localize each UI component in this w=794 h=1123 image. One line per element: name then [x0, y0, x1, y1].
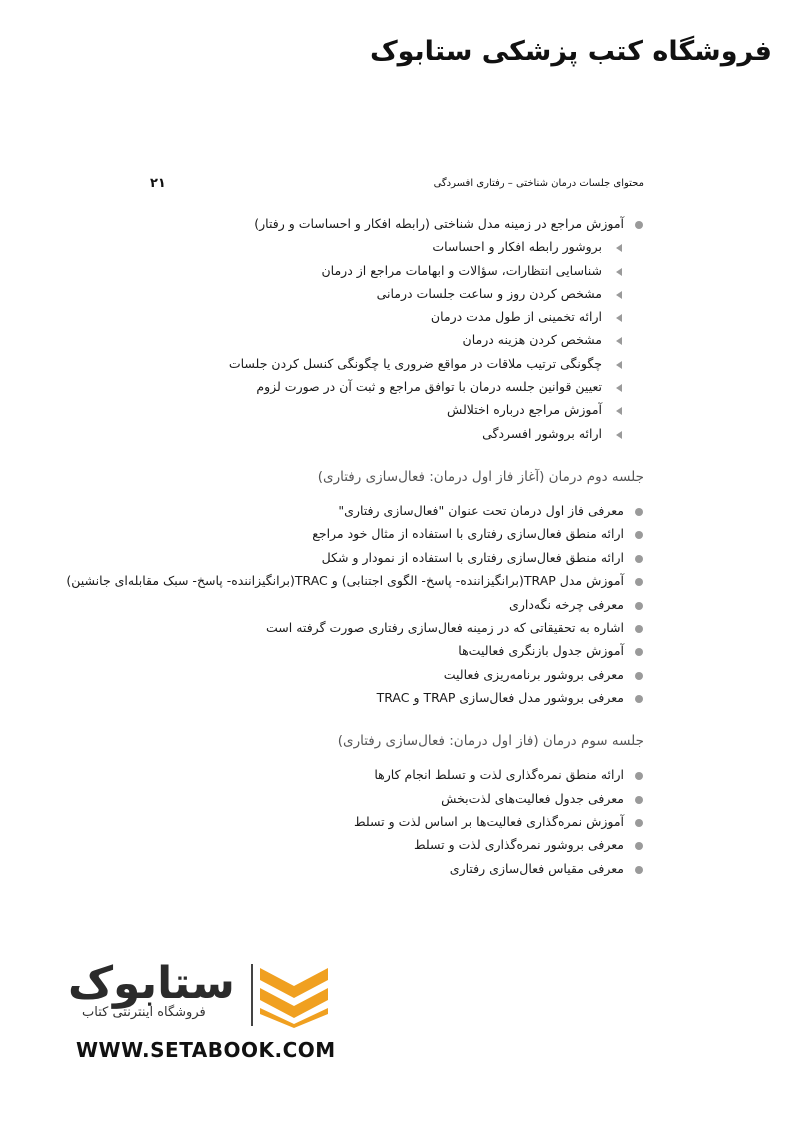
- bullet-dot-icon: [635, 866, 643, 874]
- logo-url: WWW.SETABOOK.COM: [76, 1038, 336, 1062]
- list-item: معرفی مقیاس فعال‌سازی رفتاری: [150, 857, 644, 880]
- list-item: آموزش مراجع در زمینه مدل شناختی (رابطه افکار و احساسات و رفتار) بروشور رابطه افکار و احساسات شناسایی انتظارات، سؤالات و ابهامات مراجع از درمان مشخص کردن روز و ساعت جلسات درمانی ارائه تخمینی از طول مدت درمان مشخص کردن هزینه درمان چگونگی ترتیب ملاقات در مواقع ضروری یا چگونگی کنسل کردن جلسات تعیین قوانین جلسه درمان با توافق مراجع و ثبت آن در صورت لزوم آموزش مراجع درباره اختلالش ارائه بروشور افسردگی: [150, 212, 644, 445]
- setabook-logo: [60, 958, 340, 1068]
- sub-list-item: تعیین قوانین جلسه درمان با توافق مراجع و ثبت آن در صورت لزوم: [150, 375, 644, 398]
- list-item: معرفی جدول فعالیت‌های لذت‌بخش: [150, 787, 644, 810]
- sub-list-item: شناسایی انتظارات، سؤالات و ابهامات مراجع از درمان: [150, 259, 644, 282]
- logo-tagline: فروشگاه اینترنتی کتاب: [82, 1005, 206, 1020]
- session3-list: [150, 763, 644, 879]
- bullet-dot-icon: [635, 796, 643, 804]
- triangle-bullet-icon: [616, 337, 622, 345]
- bullet-dot-icon: [635, 602, 643, 610]
- bullet-dot-icon: [635, 819, 643, 827]
- sub-list-item: مشخص کردن هزینه درمان: [150, 328, 644, 351]
- session1-sub-list: [150, 235, 644, 445]
- list-item: آموزش جدول بازنگری فعالیت‌ها: [150, 639, 644, 662]
- sub-list-item: آموزش مراجع درباره اختلالش: [150, 398, 644, 421]
- sub-list-item: بروشور رابطه افکار و احساسات: [150, 235, 644, 258]
- triangle-bullet-icon: [616, 431, 622, 439]
- bullet-dot-icon: [635, 625, 643, 633]
- session2-heading: جلسه دوم درمان (آغاز فاز اول درمان: فعال‌سازی رفتاری): [317, 468, 644, 485]
- bullet-dot-icon: [635, 648, 643, 656]
- triangle-bullet-icon: [616, 268, 622, 276]
- triangle-bullet-icon: [616, 244, 622, 252]
- list-item: معرفی بروشور نمره‌گذاری لذت و تسلط: [150, 833, 644, 856]
- list-item: ارائه منطق فعال‌سازی رفتاری با استفاده از نمودار و شکل: [150, 546, 644, 569]
- page-number: ۲۱: [150, 176, 166, 191]
- running-head: [150, 178, 644, 194]
- triangle-bullet-icon: [616, 291, 622, 299]
- list-item: اشاره به تحقیقاتی که در زمینه فعال‌سازی رفتاری صورت گرفته است: [150, 616, 644, 639]
- session3-heading: جلسه سوم درمان (فاز اول درمان: فعال‌سازی رفتاری): [337, 733, 644, 750]
- triangle-bullet-icon: [616, 361, 622, 369]
- bullet-dot-icon: [635, 555, 643, 563]
- sub-list-item: ارائه بروشور افسردگی: [150, 422, 644, 445]
- logo-wordmark: ستابوک: [68, 958, 235, 1009]
- page-content: [66, 212, 644, 880]
- sub-list-item: ارائه تخمینی از طول مدت درمان: [150, 305, 644, 328]
- triangle-bullet-icon: [616, 314, 622, 322]
- bullet-dot-icon: [635, 772, 643, 780]
- book-stack-icon: [250, 962, 332, 1028]
- bullet-dot-icon: [635, 508, 643, 516]
- bullet-dot-icon: [635, 695, 643, 703]
- session1-list: [150, 212, 644, 445]
- list-item: آموزش نمره‌گذاری فعالیت‌ها بر اساس لذت و تسلط: [150, 810, 644, 833]
- list-item: معرفی بروشور برنامه‌ریزی فعالیت: [150, 663, 644, 686]
- sub-list-item: چگونگی ترتیب ملاقات در مواقع ضروری یا چگونگی کنسل کردن جلسات: [150, 352, 644, 375]
- list-item: معرفی بروشور مدل فعال‌سازی TRAP و TRAC: [150, 686, 644, 709]
- bullet-dot-icon: [635, 842, 643, 850]
- running-head-title: محتوای جلسات درمان شناختی – رفتاری افسردگی: [433, 178, 644, 189]
- list-item: آموزش مدل TRAP(برانگیزاننده- پاسخ- الگوی اجتنابی) و TRAC(برانگیزاننده- پاسخ- سبک مقابله‌ای جانشین): [150, 569, 644, 593]
- triangle-bullet-icon: [616, 384, 622, 392]
- session2-list: [66, 499, 644, 709]
- bullet-dot-icon: [635, 531, 643, 539]
- bullet-dot-icon: [635, 578, 643, 586]
- bullet-dot-icon: [635, 672, 643, 680]
- list-item: معرفی چرخه نگه‌داری: [150, 593, 644, 616]
- list-item: معرفی فاز اول درمان تحت عنوان "فعال‌سازی رفتاری": [150, 499, 644, 522]
- triangle-bullet-icon: [616, 407, 622, 415]
- list-item: ارائه منطق فعال‌سازی رفتاری با استفاده از مثال خود مراجع: [150, 522, 644, 545]
- sub-list-item: مشخص کردن روز و ساعت جلسات درمانی: [150, 282, 644, 305]
- bullet-dot-icon: [635, 221, 643, 229]
- store-title: فروشگاه کتب پزشکی ستابوک: [369, 36, 772, 67]
- list-item: ارائه منطق نمره‌گذاری لذت و تسلط انجام کارها: [150, 763, 644, 786]
